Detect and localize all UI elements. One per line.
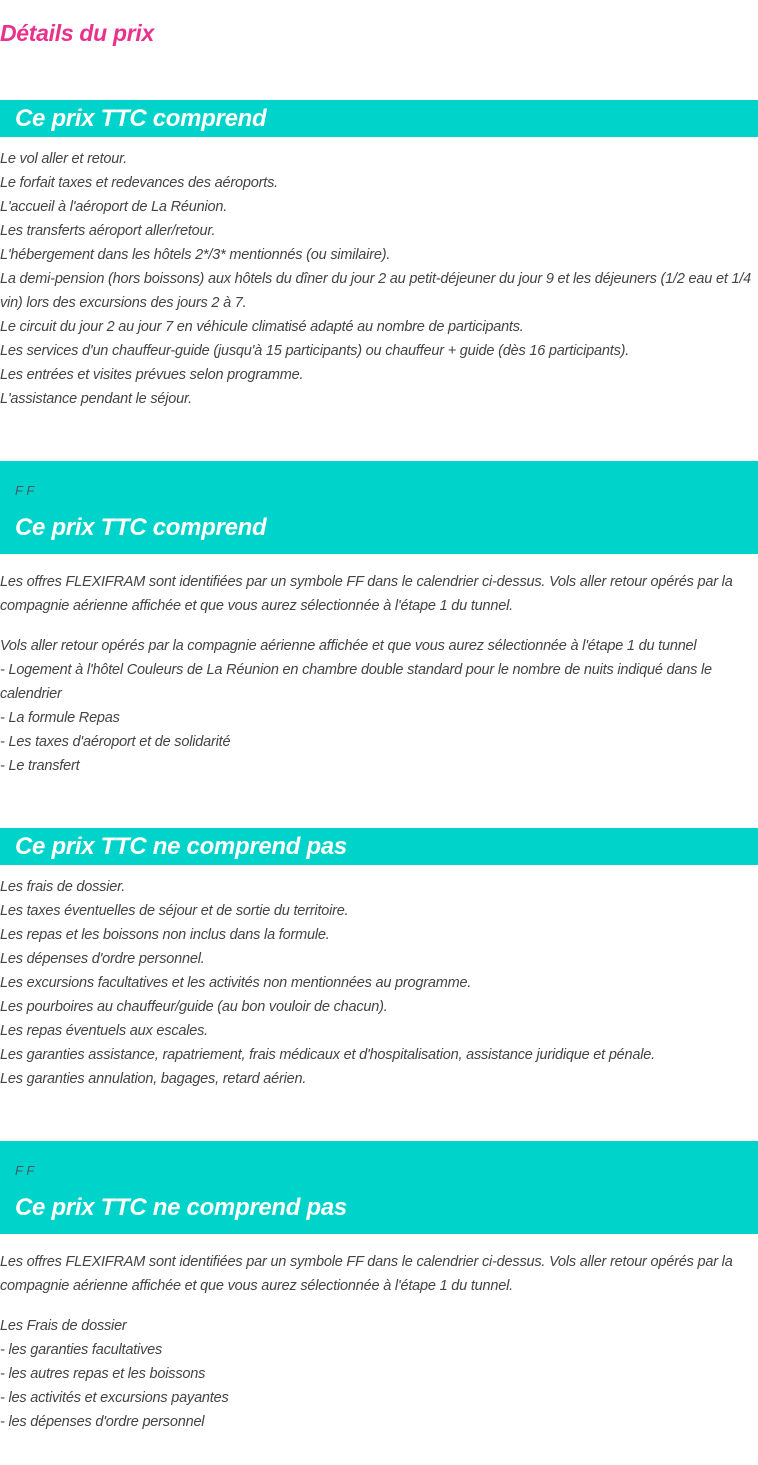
excludes-list (0, 875, 758, 1091)
list-item: Les excursions facultatives et les activités non mentionnées au programme. (0, 975, 472, 991)
section-heading: Ce prix TTC ne comprend pas (15, 1194, 347, 1221)
includes-list (0, 147, 758, 411)
list-item: Les repas et les boissons non inclus dans la formule. (0, 927, 330, 943)
list-item: - les autres repas et les boissons (0, 1366, 206, 1382)
list-item: Vols aller retour opérés par la compagnie aérienne affichée et que vous aurez sélectionnée à l'étape 1 du tunnel (0, 638, 697, 654)
flexifram-excludes-text (0, 1250, 758, 1434)
list-item: Le circuit du jour 2 au jour 7 en véhicule climatisé adapté au nombre de participants. (0, 319, 524, 335)
list-item: Les taxes éventuelles de séjour et de sortie du territoire. (0, 903, 349, 919)
page-title: Détails du prix (0, 20, 154, 46)
list-item: L'hébergement dans les hôtels 2*/3* mentionnés (ou similaire). (0, 247, 391, 263)
list-item: Les garanties assistance, rapatriement, frais médicaux et d'hospitalisation, assistance juridique et pénale. (0, 1047, 655, 1063)
flexifram-includes-text (0, 570, 758, 778)
list-item: - les activités et excursions payantes (0, 1390, 229, 1406)
list-item: La demi-pension (hors boissons) aux hôtels du dîner du jour 2 au petit-déjeuner du jour 9 et les déjeuners (1/2 eau et 1/4 vin) lors des excursions des jours 2 à 7. (0, 271, 752, 311)
list-item: Le forfait taxes et redevances des aéroports. (0, 175, 278, 191)
section-heading: Ce prix TTC ne comprend pas (15, 833, 347, 860)
section-header-excludes (0, 828, 758, 865)
section-header-includes (0, 100, 758, 137)
flexifram-intro: Les offres FLEXIFRAM sont identifiées par un symbole FF dans le calendrier ci-dessus. Vols aller retour opérés par la compagnie aérienne affichée et que vous aurez sélectionnée à l'étape 1 du tunnel. (0, 1254, 733, 1294)
section-header-flexifram-excludes (0, 1141, 758, 1234)
list-item: Les entrées et visites prévues selon programme. (0, 367, 304, 383)
list-item: Les frais de dossier. (0, 879, 126, 895)
list-item: Les dépenses d'ordre personnel. (0, 951, 205, 967)
list-item: - les dépenses d'ordre personnel (0, 1414, 205, 1430)
section-heading: Ce prix TTC comprend (15, 105, 267, 132)
list-item: - les garanties facultatives (0, 1342, 163, 1358)
ff-badge: F F (15, 1163, 35, 1178)
list-item: Les repas éventuels aux escales. (0, 1023, 209, 1039)
list-item: - Logement à l'hôtel Couleurs de La Réunion en chambre double standard pour le nombre de nuits indiqué dans le calendrier (0, 662, 712, 702)
list-item: Les Frais de dossier (0, 1318, 127, 1334)
list-item: Les pourboires au chauffeur/guide (au bon vouloir de chacun). (0, 999, 388, 1015)
list-item: L'assistance pendant le séjour. (0, 391, 192, 407)
list-item: Les garanties annulation, bagages, retard aérien. (0, 1071, 307, 1087)
list-item: Les transferts aéroport aller/retour. (0, 223, 216, 239)
list-item: - Les taxes d'aéroport et de solidarité (0, 734, 231, 750)
ff-badge: F F (15, 483, 35, 498)
list-item: - Le transfert (0, 758, 80, 774)
list-item: Les services d'un chauffeur-guide (jusqu'à 15 participants) ou chauffeur + guide (dès 16 participants). (0, 343, 630, 359)
section-heading: Ce prix TTC comprend (15, 514, 267, 541)
list-item: - La formule Repas (0, 710, 120, 726)
flexifram-intro: Les offres FLEXIFRAM sont identifiées par un symbole FF dans le calendrier ci-dessus. Vols aller retour opérés par la compagnie aérienne affichée et que vous aurez sélectionnée à l'étape 1 du tunnel. (0, 574, 733, 614)
list-item: L'accueil à l'aéroport de La Réunion. (0, 199, 228, 215)
list-item: Le vol aller et retour. (0, 151, 128, 167)
section-header-flexifram-includes (0, 461, 758, 554)
